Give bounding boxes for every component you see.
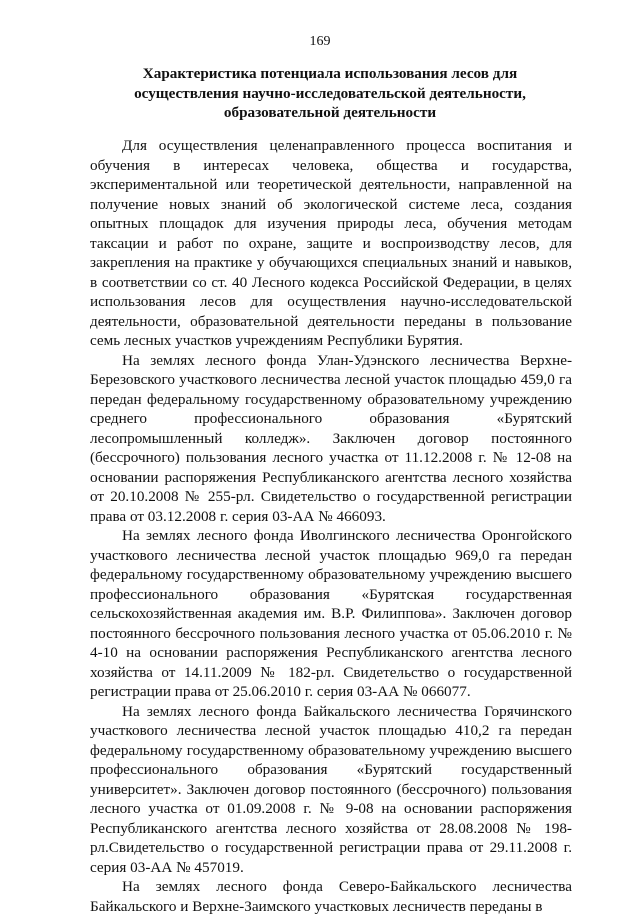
section-heading: Характеристика потенциала использования лесов для осуществления научно-исследовательской деятельности, образовательной деятельности bbox=[134, 65, 526, 121]
paragraph-baikal: На землях лесного фонда Байкальского лесничества Горячинского участкового лесничества лесной участок площадью 410,2 га передан федеральному государственному образовательному учреждению высшего профессионального образования «Бурятский государственный университет». Заключен договор постоянного (бессрочного) пользования лесного участка от 01.09.2008 г. № 9-08 на основании распоряжения Республиканского агентства лесного хозяйства от 28.08.2008 № 198-рл.Свидетельство о государственной регистрации права от 29.11.2008 г. серия 03-АА № 457019. bbox=[90, 702, 572, 876]
paragraph-ulan-ude: На землях лесного фонда Улан-Удэнского лесничества Верхне-Березовского участкового лесничества лесной участок площадью 459,0 га передан федеральному государственному образовательному учреждению среднего профессионального образования «Бурятский лесопромышленный колледж». Заключен договор постоянного (бессрочного) пользования лесного участка от 11.12.2008 г. № 12-08 на основании распоряжения Республиканского агентства лесного хозяйства от 20.10.2008 № 255-рл. Свидетельство о государственной регистрации права от 03.12.2008 г. серия 03-АА № 466093. bbox=[90, 351, 572, 525]
page-number: 169 bbox=[309, 34, 331, 49]
paragraph-ivolginsk: На землях лесного фонда Иволгинского лесничества Оронгойского участкового лесничества лесной участок площадью 969,0 га передан федеральному государственному образовательному учреждению высшего профессионального образования «Бурятская государственная сельскохозяйственная академия им. В.Р. Филиппова». Заключен договор постоянного бессрочного пользования лесного участка от 05.06.2010 г. № 4-10 на основании распоряжения Республиканского агентства лесного хозяйства от 14.11.2009 № 182-рл. Свидетельство о государственной регистрации права от 25.06.2010 г. серия 03-АА № 066077. bbox=[90, 527, 572, 700]
paragraph-severo-baikal: На землях лесного фонда Северо-Байкальского лесничества Байкальского и Верхне-Заимского участковых лесничеств переданы в bbox=[90, 878, 572, 915]
paragraph-intro: Для осуществления целенаправленного процесса воспитания и обучения в интересах человека, общества и государства, экспериментальной или теоретической деятельности, направленной на получение новых знаний об экологической системе леса, создания опытных площадок для изучения природы леса, обучения методам таксации и работ по охране, защите и воспроизводству лесов, для закрепления на практике у обучающихся специальных знаний и навыков, в соответствии со ст. 40 Лесного кодекса Российской Федерации, в целях использования лесов для осуществления научно-исследовательской деятельности, образовательной деятельности переданы в пользование семь лесных участков учреждениям Республики Бурятия. bbox=[90, 137, 572, 349]
body-text bbox=[90, 136, 572, 916]
